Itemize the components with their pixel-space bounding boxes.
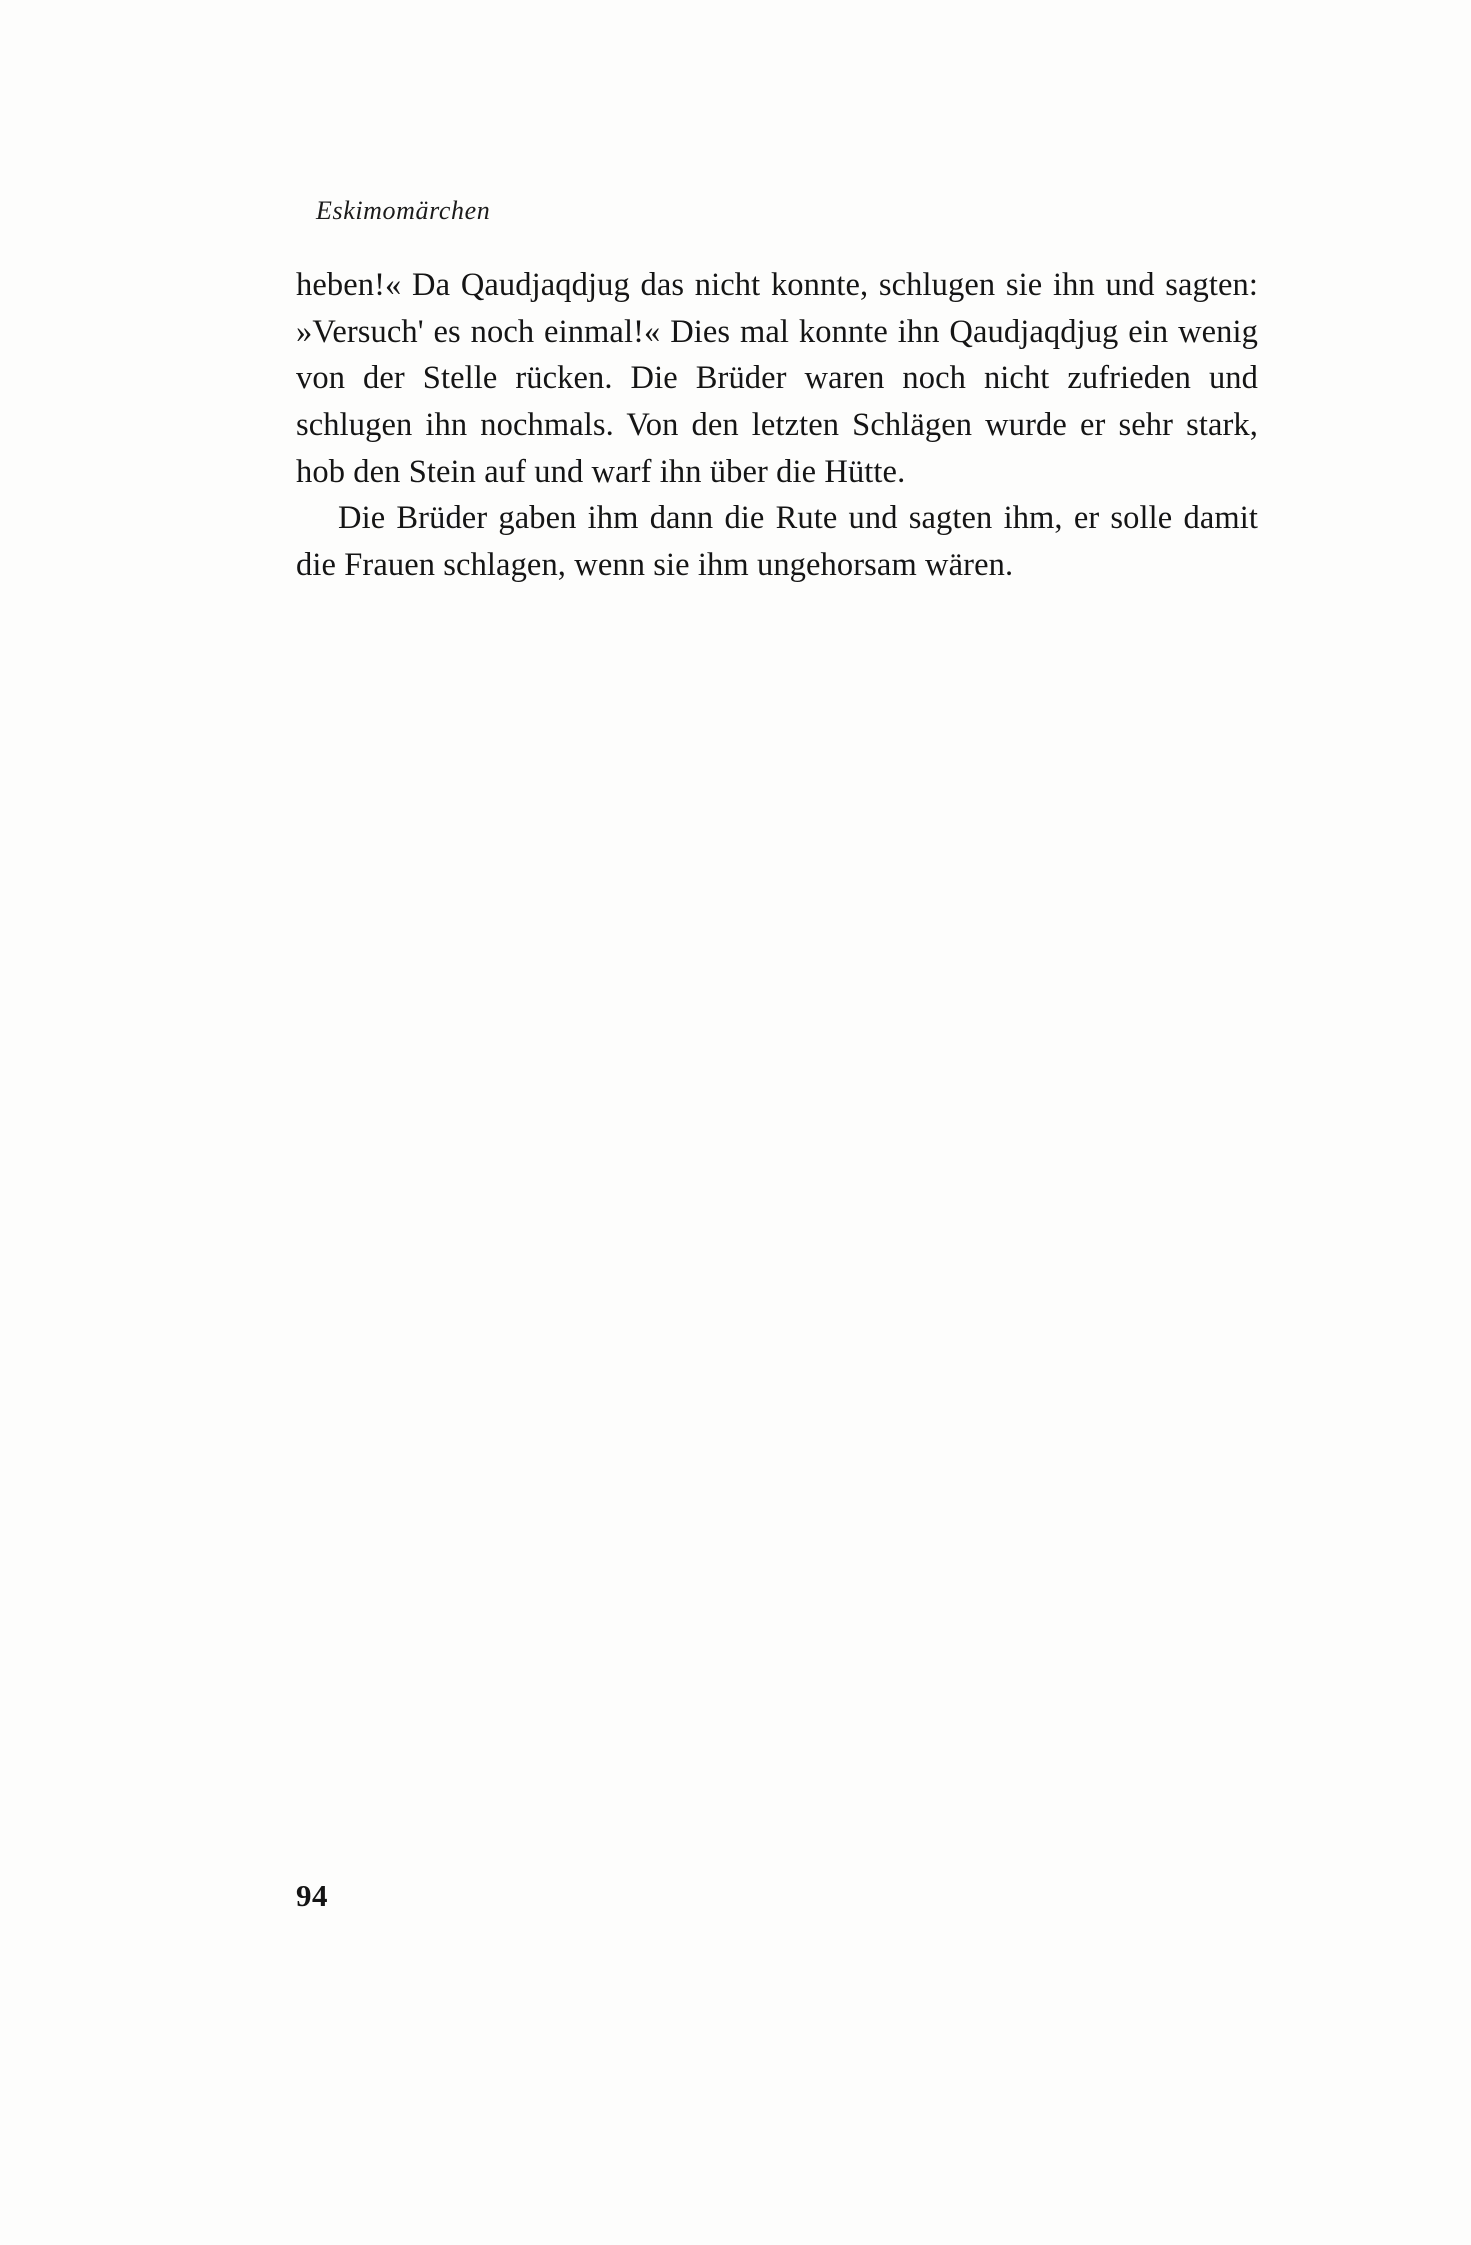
paragraph: heben!« Da Qaudjaqdjug das nicht konnte, schlugen sie ihn und sagten: »Versuch' es noch einmal!« Dies mal konnte ihn Qaudjaqdjug ein wenig von der Stelle rücken. Die Brüder waren noch nicht zufrieden und schlugen ihn nochmals. Von den letzten Schlägen wurde er sehr stark, hob den Stein auf und warf ihn über die Hütte. (296, 267, 1258, 490)
page-number: 94 (296, 1878, 328, 1913)
body-text (296, 262, 1258, 588)
paragraph: Die Brüder gaben ihm dann die Rute und sagten ihm, er solle damit die Frauen schlagen, wenn sie ihm ungehorsam wären. (296, 500, 1258, 583)
text-column (296, 196, 1258, 588)
running-head: Eskimomärchen (316, 196, 491, 225)
